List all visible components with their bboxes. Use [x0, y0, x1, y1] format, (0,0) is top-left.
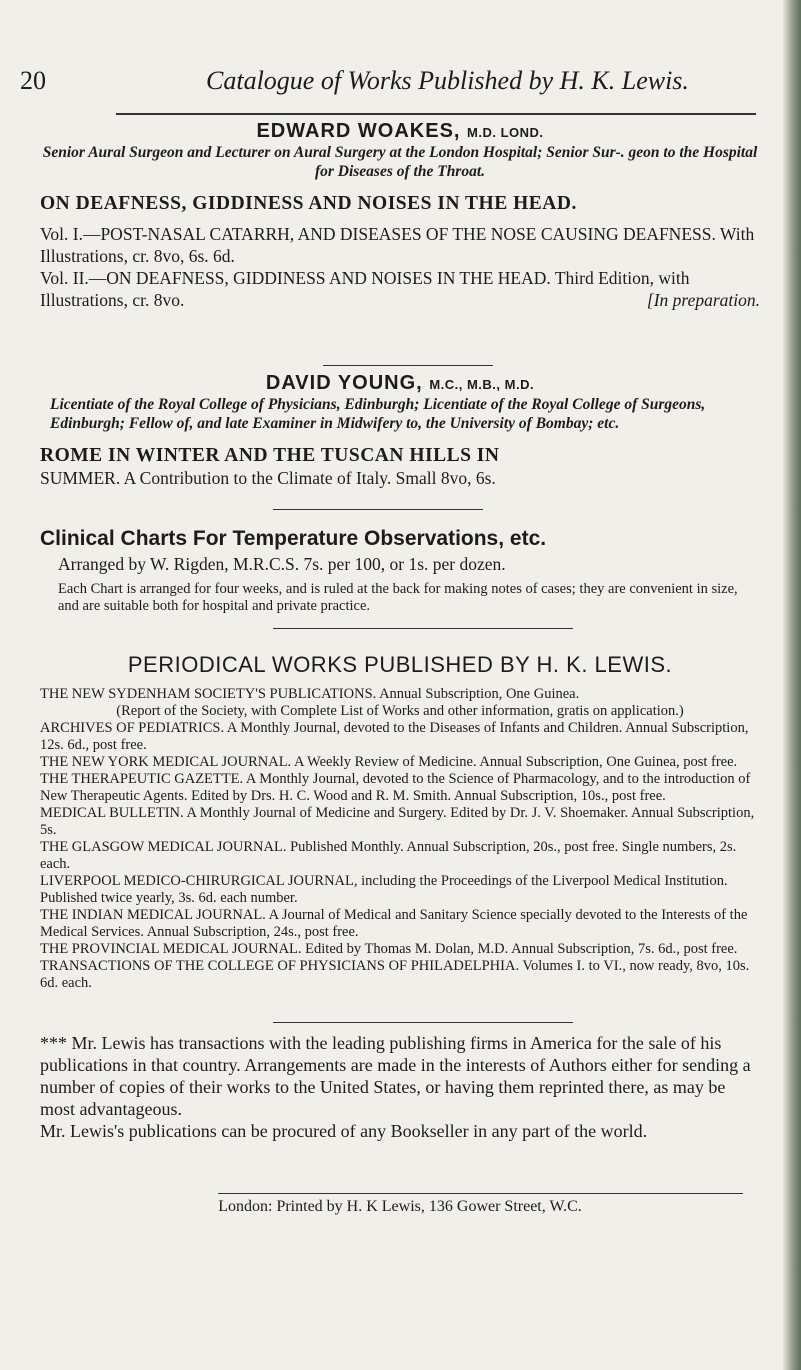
printer-footer: London: Printed by H. K Lewis, 136 Gower Street, W.C. — [218, 1198, 582, 1215]
page-edge — [783, 0, 801, 1370]
footer-rule — [218, 1193, 743, 1194]
author-credentials: Senior Aural Surgeon and Lecturer on Aural Surgery at the London Hospital; Senior Sur-. geon to the Hospital for Diseases of the Throat. — [42, 144, 758, 180]
page-number: 20 — [20, 66, 46, 95]
running-title: Catalogue of Works Published by H. K. Lewis. — [206, 66, 689, 95]
periodical-entry: (Report of the Society, with Complete List of Works and other information, gratis on application.) — [116, 703, 684, 719]
divider — [323, 365, 493, 366]
periodicals-heading: PERIODICAL WORKS PUBLISHED BY H. K. LEWIS. — [127, 652, 673, 677]
author-name: EDWARD WOAKES, M.D. LOND. — [256, 120, 544, 142]
periodical-list — [40, 686, 760, 992]
author-name: DAVID YOUNG, M.C., M.B., M.D. — [265, 372, 535, 394]
clinical-arranged: Arranged by W. Rigden, M.R.C.S. 7s. per 100, or 1s. per dozen. — [58, 554, 506, 574]
periodical-entry: THE INDIAN MEDICAL JOURNAL. A Journal of Medical and Sanitary Science specially devoted to the Interests of the Medical Services. Annual Subscription, 24s., post free. — [40, 907, 748, 940]
periodical-entry: TRANSACTIONS OF THE COLLEGE OF PHYSICIANS OF PHILADELPHIA. Volumes I. to VI., now ready, 8vo, 10s. 6d. each. — [40, 958, 750, 991]
work-title: ON DEAFNESS, GIDDINESS AND NOISES IN THE HEAD. — [40, 193, 577, 214]
young-entry — [40, 372, 760, 489]
periodical-entry: THE PROVINCIAL MEDICAL JOURNAL. Edited by Thomas M. Dolan, M.D. Annual Subscription, 7s. 6d., post free. — [40, 941, 738, 957]
periodical-entry: MEDICAL BULLETIN. A Monthly Journal of Medicine and Surgery. Edited by Dr. J. V. Shoemaker. Annual Subscription, 5s. — [40, 805, 755, 838]
work-title: ROME IN WINTER AND THE TUSCAN HILLS IN — [40, 445, 500, 466]
note-paragraph: *** Mr. Lewis has transactions with the leading publishing firms in America for the sale of his publications in that country. Arrangements are made in the interests of Authors either for sending a number of copies of their works to the United States, or having them reprinted there, as may be most advantageous. — [40, 1033, 751, 1119]
clinical-description: Each Chart is arranged for four weeks, and is ruled at the back for making notes of cases; they are convenient in size, and are suitable both for hospital and private practice. — [58, 581, 738, 614]
volume-2: Vol. II.—ON DEAFNESS, GIDDINESS AND NOISES IN THE HEAD. Third Edition, with Illustrations, cr. 8vo. [In preparation. — [40, 268, 760, 310]
periodical-entry: THE NEW SYDENHAM SOCIETY'S PUBLICATIONS. Annual Subscription, One Guinea. — [40, 686, 580, 702]
divider — [273, 628, 573, 629]
lewis-note — [40, 1032, 760, 1142]
volume-1: Vol. I.—POST-NASAL CATARRH, AND DISEASES OF THE NOSE CAUSING DEAFNESS. With Illustrations, cr. 8vo, 6s. 6d. — [40, 224, 755, 266]
author-degrees: M.D. LOND. — [467, 125, 544, 140]
periodical-entry: THE THERAPEUTIC GAZETTE. A Monthly Journal, devoted to the Science of Pharmacology, and to the introduction of New Therapeutic Agents. Edited by Drs. H. C. Wood and R. M. Smith. Annual Subscription, 10s., post free. — [40, 771, 751, 804]
periodical-entry: ARCHIVES OF PEDIATRICS. A Monthly Journal, devoted to the Diseases of Infants and Children. Annual Subscription, 12s. 6d., post free. — [40, 720, 749, 753]
clinical-charts-entry — [40, 527, 760, 615]
clinical-title: Clinical Charts For Temperature Observations, etc. — [40, 527, 547, 550]
periodical-entry: LIVERPOOL MEDICO-CHIRURGICAL JOURNAL, including the Proceedings of the Liverpool Medical Institution. Published twice yearly, 3s. 6d. each number. — [40, 873, 728, 906]
work-details: SUMMER. A Contribution to the Climate of Italy. Small 8vo, 6s. — [40, 468, 496, 488]
divider — [273, 509, 483, 510]
preparation-note: [In preparation. — [646, 290, 760, 310]
author-degrees: M.C., M.B., M.D. — [429, 377, 535, 392]
note-paragraph: Mr. Lewis's publications can be procured of any Bookseller in any part of the world. — [40, 1121, 648, 1141]
periodical-entry: THE NEW YORK MEDICAL JOURNAL. A Weekly Review of Medicine. Annual Subscription, One Guinea, post free. — [40, 754, 738, 770]
author-credentials: Licentiate of the Royal College of Physicians, Edinburgh; Licentiate of the Royal College of Surgeons, Edinburgh; Fellow of, and late Examiner in Midwifery to, the University of Bombay; etc. — [50, 396, 706, 432]
woakes-entry — [40, 120, 760, 311]
periodical-entry: THE GLASGOW MEDICAL JOURNAL. Published Monthly. Annual Subscription, 20s., post free. Single numbers, 2s. each. — [40, 839, 737, 872]
header-rule — [116, 113, 756, 115]
divider — [273, 1022, 573, 1023]
page-header — [20, 66, 760, 96]
periodicals-section — [40, 652, 760, 992]
